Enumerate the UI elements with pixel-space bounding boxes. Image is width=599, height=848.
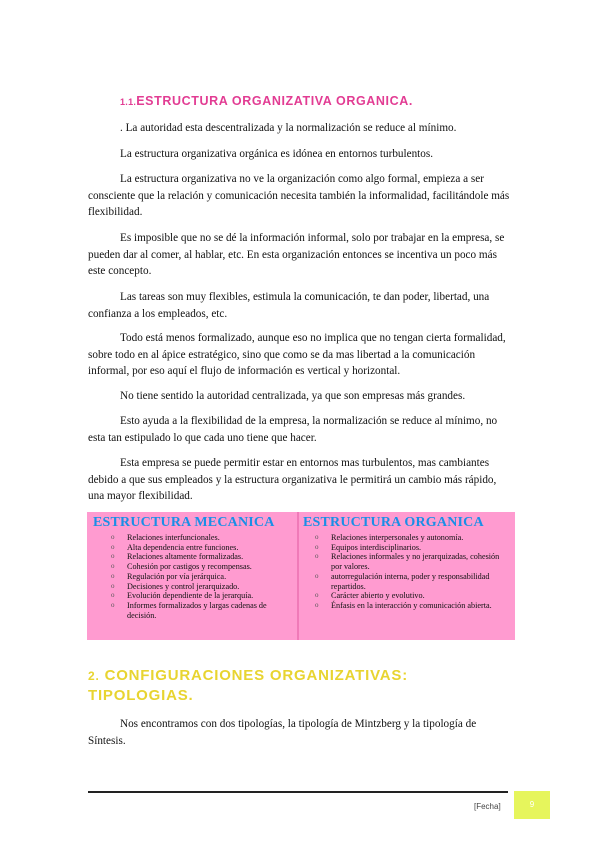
paragraph: Nos encontramos con dos tipologías, la tipología de Mintzberg y la tipología de Síntesis. — [88, 718, 477, 747]
list-item — [315, 552, 511, 571]
section-title: ESTRUCTURA ORGANIZATIVA ORGANICA. — [136, 94, 413, 108]
list-item — [111, 543, 295, 553]
paragraph: La estructura organizativa orgánica es idónea en entornos turbulentos. — [120, 148, 434, 160]
organic-structure-header: ESTRUCTURA ORGANICA — [303, 515, 484, 530]
mechanical-structure-list — [111, 533, 295, 620]
list-item — [111, 572, 295, 582]
bullet-icon: o — [315, 533, 319, 541]
paragraph: No tiene sentido la autoridad centralizada, ya que son empresas más grandes. — [120, 390, 466, 402]
bullet-icon: o — [111, 542, 115, 551]
list-item-text: autorregulación interna, poder y responsabilidad repartidos. — [331, 571, 490, 591]
section-heading-1 — [120, 94, 413, 108]
section-heading-2 — [88, 666, 518, 705]
paragraph: Esta empresa se puede permitir estar en entornos mas turbulentos, mas cambiantes debido a que sus empleados y la estructura organizativa le permitirá un cambio más rápido, una mayor flexibilidad. — [88, 457, 497, 502]
bullet-icon: o — [111, 591, 115, 600]
section-title: CONFIGURACIONES ORGANIZATIVAS: TIPOLOGIAS. — [88, 667, 409, 704]
bullet-icon: o — [111, 533, 115, 541]
bullet-icon: o — [111, 562, 115, 571]
bullet-icon: o — [315, 600, 319, 609]
bullet-icon: o — [111, 571, 115, 580]
list-item — [111, 591, 295, 601]
page-number-box — [514, 791, 550, 819]
list-item-text: Énfasis en la interacción y comunicación abierta. — [331, 600, 492, 610]
bullet-icon: o — [111, 581, 115, 590]
bullet-icon: o — [315, 542, 319, 551]
paragraph: Las tareas son muy flexibles, estimula la comunicación, te dan poder, libertad, una confianza a los empleados, etc. — [88, 291, 490, 320]
paragraph: . La autoridad esta descentralizada y la normalización se reduce al mínimo. — [120, 122, 457, 134]
list-item-text: Informes formalizados y largas cadenas de decisión. — [127, 600, 267, 620]
page-number: 9 — [529, 800, 535, 809]
paragraph: Esto ayuda a la flexibilidad de la empresa, la normalización se reduce al mínimo, no esta tan estipulado lo que cada uno tiene que hacer. — [88, 415, 498, 444]
bullet-icon: o — [111, 552, 115, 561]
bullet-icon: o — [111, 600, 115, 609]
list-item — [315, 601, 511, 611]
list-item-text: Decisiones y control jerarquizado. — [127, 581, 240, 591]
list-item — [315, 543, 511, 553]
section-number: 2. — [88, 669, 100, 683]
list-item-text: Regulación por vía jerárquica. — [127, 571, 227, 581]
section-number: 1.1. — [120, 97, 137, 107]
organic-structure-list — [315, 533, 511, 611]
comparison-table — [87, 512, 515, 640]
footer-divider — [88, 791, 508, 793]
mechanical-structure-header: ESTRUCTURA MECANICA — [93, 515, 275, 530]
list-item-text: Evolución dependiente de la jerarquía. — [127, 591, 254, 601]
paragraph: Todo está menos formalizado, aunque eso no implica que no tengan cierta formalidad, sobre todo en al ápice estratégico, sino que como se da mas libertad a la comunicación informal, por eso aquí el flujo de información es vertical y horizontal. — [88, 332, 506, 377]
list-item-text: Relaciones informales y no jerarquizadas, cohesión por valores. — [331, 552, 500, 572]
list-item-text: Alta dependencia entre funciones. — [127, 542, 239, 552]
mechanical-structure-column — [87, 512, 297, 640]
list-item-text: Equipos interdisciplinarios. — [331, 542, 422, 552]
list-item — [315, 533, 511, 543]
list-item — [111, 582, 295, 592]
list-item — [111, 601, 295, 620]
list-item-text: Cohesión por castigos y recompensas. — [127, 562, 252, 572]
list-item-text: Relaciones interpersonales y autonomía. — [331, 533, 464, 542]
organic-structure-column — [299, 512, 515, 640]
list-item — [111, 533, 295, 543]
footer-date: [Fecha] — [474, 802, 501, 811]
list-item-text: Carácter abierto y evolutivo. — [331, 591, 425, 601]
list-item — [315, 591, 511, 601]
list-item — [111, 562, 295, 572]
list-item — [315, 572, 511, 591]
list-item-text: Relaciones altamente formalizadas. — [127, 552, 244, 562]
list-item-text: Relaciones interfuncionales. — [127, 533, 220, 542]
bullet-icon: o — [315, 571, 319, 580]
bullet-icon: o — [315, 552, 319, 561]
list-item — [111, 552, 295, 562]
bullet-icon: o — [315, 591, 319, 600]
paragraph: Es imposible que no se dé la información informal, solo por trabajar en la empresa, se pueden dar al comer, al hablar, etc. En esta organización entonces se incentiva un poco más este concepto. — [88, 232, 505, 277]
paragraph: La estructura organizativa no ve la organización como algo formal, empieza a ser consciente que la relación y comunicación necesita también la informalidad, facilitándole más flexibilidad. — [88, 173, 510, 218]
